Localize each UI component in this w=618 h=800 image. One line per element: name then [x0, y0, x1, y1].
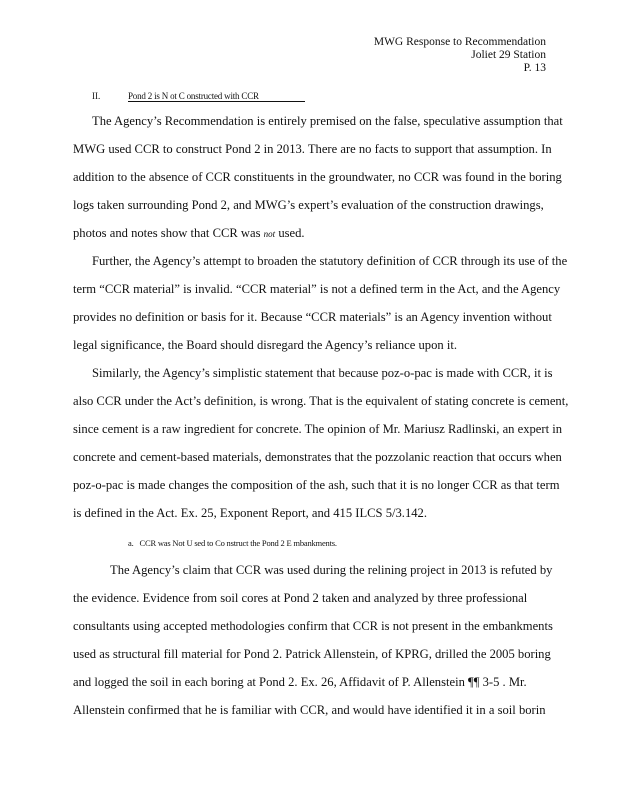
- paragraph3-line: Similarly, the Agency’s simplistic statement that because poz-o-pac is made with CCR, it is: [92, 366, 553, 380]
- paragraph2-line: legal significance, the Board should disregard the Agency’s reliance upon it.: [73, 338, 457, 352]
- paragraph4-line: Allenstein confirmed that he is familiar with CCR, and would have identified it in a soil borin: [73, 703, 546, 717]
- section-heading: [92, 91, 305, 102]
- paragraph2-line: Further, the Agency’s attempt to broaden the statutory definition of CCR through its use of the: [92, 254, 568, 268]
- paragraph4-line: consultants using accepted methodologies confirm that CCR is not present in the embankments: [73, 619, 553, 633]
- paragraph1-last-line: [73, 226, 305, 242]
- header-station-name: Joliet 29 Station: [471, 49, 546, 61]
- paragraph1-line: MWG used CCR to construct Pond 2 in 2013. There are no facts to support that assumption. In: [73, 142, 552, 156]
- section-title: Pond 2 is N ot C onstructed with CCR: [128, 91, 305, 102]
- paragraph3-line: is defined in the Act. Ex. 25, Exponent Report, and 415 ILCS 5/3.142.: [73, 506, 427, 520]
- page-header: [374, 36, 546, 75]
- paragraph1-line: addition to the absence of CCR constituents in the groundwater, no CCR was found in the boring: [73, 170, 562, 184]
- paragraph4-line: used as structural fill material for Pond 2. Patrick Allenstein, of KPRG, drilled the 2005 boring: [73, 647, 551, 661]
- section-number: II.: [92, 91, 101, 101]
- paragraph1-line: photos and notes show that CCR was: [73, 226, 261, 240]
- paragraph3-line: also CCR under the Act’s definition, is wrong. That is the equivalent of stating concrete is cement,: [73, 394, 569, 408]
- emphasis-not: not: [263, 229, 276, 239]
- subsection-heading: [128, 538, 343, 548]
- paragraph4-line: and logged the soil in each boring at Pond 2. Ex. 26, Affidavit of P. Allenstein ¶¶ 3-5 . Mr.: [73, 675, 527, 689]
- paragraph1-line: The Agency’s Recommendation is entirely premised on the false, speculative assumption that: [92, 114, 563, 128]
- paragraph2-line: term “CCR material” is invalid. “CCR material” is not a defined term in the Act, and the Agency: [73, 282, 561, 296]
- header-document-title: MWG Response to Recommendation: [373, 36, 546, 48]
- paragraph3-line: poz-o-pac is made changes the composition of the ash, such that it is no longer CCR as that term: [73, 478, 560, 492]
- paragraph4-line: The Agency’s claim that CCR was used during the relining project in 2013 is refuted by: [110, 563, 553, 577]
- paragraph2-line: provides no definition or basis for it. Because “CCR materials” is an Agency invention without: [73, 310, 552, 324]
- paragraph3-line: since cement is a raw ingredient for concrete. The opinion of Mr. Mariusz Radlinski, an expert in: [73, 422, 563, 436]
- paragraph3-line: concrete and cement-based materials, demonstrates that the pozzolanic reaction that occurs when: [73, 450, 562, 464]
- paragraph1-line: logs taken surrounding Pond 2, and MWG’s expert’s evaluation of the construction drawings,: [73, 198, 544, 212]
- header-page-number: P. 13: [523, 62, 546, 74]
- paragraph1-tail: used.: [278, 226, 305, 240]
- paragraph4-line: the evidence. Evidence from soil cores at Pond 2 taken and analyzed by three professional: [73, 591, 528, 605]
- subsection-title: CCR was Not U sed to Co nstruct the Pond 2 E mbankments.: [139, 538, 337, 548]
- subsection-letter: a.: [128, 538, 134, 548]
